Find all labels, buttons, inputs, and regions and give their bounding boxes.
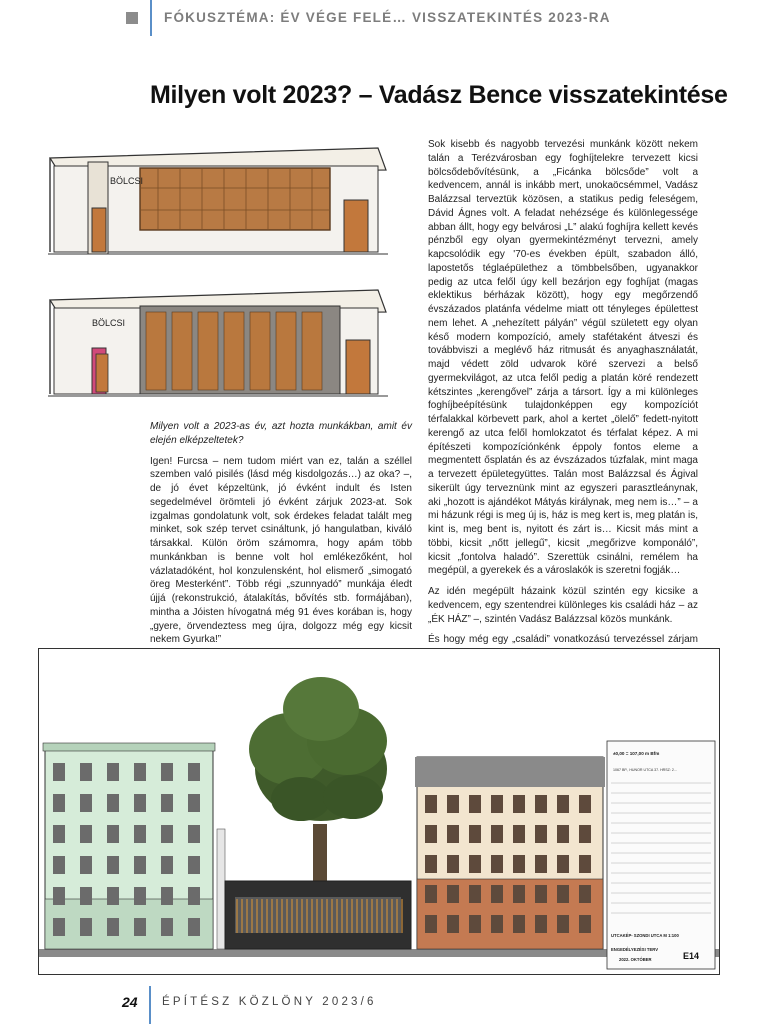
building-window	[535, 825, 547, 843]
building-window	[425, 825, 437, 843]
building-window	[107, 887, 119, 905]
building-window	[80, 825, 92, 843]
building-window	[425, 885, 437, 903]
building-window	[161, 918, 173, 936]
building-window	[557, 825, 569, 843]
sketch-sign-1: BÖLCSI	[110, 176, 144, 186]
section-heading: FÓKUSZTÉMA: ÉV VÉGE FELÉ… VISSZATEKINTÉS 2023-RA	[164, 10, 611, 25]
header-rule	[150, 0, 152, 36]
building-window	[513, 795, 525, 813]
street-elevation-drawing	[38, 648, 720, 975]
answer-paragraph-3: Az idén megépült házaink közül szintén egy kicsike a kedvencem, egy szentendrei különleges kis családi ház – az „ÉK HÁZ” –, szintén Vadász Balázzsal közös munkánk.	[428, 586, 698, 625]
building-window	[513, 915, 525, 933]
building-window	[134, 794, 146, 812]
building-window	[425, 795, 437, 813]
building-window	[161, 887, 173, 905]
magazine-name: ÉPÍTÉSZ KÖZLÖNY 2023/6	[162, 996, 377, 1008]
building-window	[491, 795, 503, 813]
building-window	[535, 855, 547, 873]
building-window	[557, 885, 569, 903]
building-window	[491, 825, 503, 843]
building-window	[161, 856, 173, 874]
answer-paragraph-2: Sok kisebb és nagyobb tervezési munkánk között nekem talán a Terézvárosban egy foghíjtelekre tervezett kicsi bölcsődebővítésünk, a „Ficánka bölcsőde” volt a kedvencem, annál is inkább mert, unokaöcsémmel, Vadász Balázzsal terveztük közösen, a statikus pedig feleségem, Dávid Ágnes volt. A feladat nehézsége és különlegessége abban állt, hogy egy belvárosi „L” alakú foghíjra kellett kevés pénzből egy olyan gyermekintézményt tervezni, amely kapcsolódik egy '70-es években épült, szabadon álló, lapostetős téglaépülethez a tömbbelsőben, ugyanakkor pedig az utca felől úgy kell bezárjon egy foghíjat (magas eklektikus bérházak között), hogy egy megőrzendő évszázados platánfa védelme miatt ott tényleges épülettest nem lehet. A „nehezített pályán” végül született egy olyan késő modern kompozíció, amely stafétaként átveszi és továbbviszi a meglévő ház ritmusát és anyaghasználatát, majd védett zöld udvarok köré szervezi a belső gyermekvilágot, az utca felől pedig a platán köré rendezett kétszintes „kerengővel” zárja a társort. Így a mi különleges foghíjbeépítésünk tulajdonképpen egy kompozíciót térfalakkal körbevett park, ahol a kertet „ölelő” fedett-nyitott kerengő az utca felől homlokzatot és térfalat képez. A mi építészeti kompozíciónkénk éppoly fontos eleme a megmentett ősplatán és az évszázados túzfalak, mint maga a tervezett épületegyüttes. Talán most Balázzsal és Ágival sikerült úgy terveznünk mint az egyszeri parasztleánynak, aki „hozott is ajándékot Mátyás királynak, meg nem is…” – a mi házunk régi is meg új is, ház is meg kert is, meg platán is, kint is, meg bent is, nyitott és zárt is… Kicsit más mint a többi, kicsit „nőtt jellegű”, kicsit „megőrizve komponáló”, kicsit „fontolva haladó”. Szerettük csinálni, remélem ha megépül, a gyerekek és a városlakók is szeretni fogják…	[428, 139, 698, 577]
right-apartment-building	[415, 757, 605, 949]
interview-question-1: Milyen volt a 2023-as év, azt hozta munkákban, amit év elején elképzeltetek?	[150, 421, 412, 446]
building-window	[80, 794, 92, 812]
building-window	[53, 856, 65, 874]
new-nursery-facade	[225, 881, 411, 949]
building-window	[447, 855, 459, 873]
sheet-number: E14	[683, 951, 700, 961]
building-window	[469, 855, 481, 873]
nursery-sketch-1	[48, 140, 388, 258]
article-right-column	[428, 138, 698, 682]
building-window	[447, 795, 459, 813]
building-window	[80, 856, 92, 874]
plane-tree	[249, 677, 387, 894]
building-window	[535, 915, 547, 933]
building-window	[579, 855, 591, 873]
building-window	[107, 825, 119, 843]
building-window	[491, 885, 503, 903]
building-window	[513, 825, 525, 843]
building-window	[447, 825, 459, 843]
building-window	[469, 825, 481, 843]
building-window	[535, 795, 547, 813]
section-marker	[126, 12, 138, 24]
building-window	[513, 855, 525, 873]
building-window	[469, 915, 481, 933]
building-window	[513, 885, 525, 903]
building-window	[188, 763, 200, 781]
building-window	[80, 763, 92, 781]
building-window	[188, 794, 200, 812]
building-window	[53, 887, 65, 905]
building-window	[161, 794, 173, 812]
building-window	[53, 918, 65, 936]
building-window	[447, 915, 459, 933]
building-window	[425, 855, 437, 873]
building-window	[579, 795, 591, 813]
plan-date: 2022. OKTÓBER	[619, 957, 652, 962]
answer-paragraph-1: Igen! Furcsa – nem tudom miért van ez, talán a széllel szemben való pisilés (lásd még kisdolgozás…) az oka? –, de jó évet képzeltünk, jó évként indult és Isten segedelmével örömteli jó évként zárjuk 2023-at. Sok izgalmas gondolatunk volt, sok érdekes feladat talált meg minket, sok szép tervet csináltunk, jó hangulatban, kiváló társakkal. Külön öröm számomra, hogy apám több munkánkban is benne volt hol emlékezőként, hol vázlatadóként, hol konzulensként, hol elismerő „simogató öreg Mesterként”. Több régi „szunnyadó” munkája éledt újjá (rekonstrukció, átalakítás, bővítés stb. formájában), mintha a Jóisten hívogatná még 91 éves korában is, hogy „gyere, örvendeztess meg újra, dolgozz még egy kicsit nekem Gyurka!”	[150, 455, 412, 646]
building-window	[53, 825, 65, 843]
nursery-sketch-2	[48, 282, 388, 400]
building-window	[579, 915, 591, 933]
page-number: 24	[122, 994, 138, 1010]
level-reference: ±0,00 = 107,00 m Bfm	[613, 751, 660, 756]
building-window	[53, 794, 65, 812]
building-window	[107, 794, 119, 812]
building-window	[447, 885, 459, 903]
building-window	[134, 887, 146, 905]
building-window	[161, 763, 173, 781]
building-window	[80, 918, 92, 936]
footer-rule	[149, 986, 151, 1024]
street-view-label: UTCAKÉP- SZONDI UTCA M 1:100	[611, 933, 679, 938]
building-window	[469, 885, 481, 903]
building-window	[188, 918, 200, 936]
building-window	[161, 825, 173, 843]
building-window	[107, 763, 119, 781]
building-window	[188, 825, 200, 843]
article-title: Milyen volt 2023? – Vadász Bence visszatekintése	[150, 80, 728, 109]
building-window	[107, 918, 119, 936]
building-window	[188, 887, 200, 905]
building-window	[134, 763, 146, 781]
building-window	[535, 885, 547, 903]
answer-paragraph-4: És hogy még egy „családi” vonatkozású tervezéssel zárjam a sort: a legjobban várt és hamarosan induló munkánk az apám	[428, 634, 698, 673]
building-window	[469, 795, 481, 813]
building-window	[134, 918, 146, 936]
site-address: 1067 BP., HUNOR UTCA 37. HRSZ: 2...	[613, 768, 677, 772]
building-window	[491, 915, 503, 933]
building-window	[107, 856, 119, 874]
sketch-sign-2: BÖLCSI	[92, 318, 126, 328]
building-window	[134, 825, 146, 843]
building-window	[188, 856, 200, 874]
plan-type: ENGEDÉLYEZÉSI TERV	[611, 947, 659, 952]
building-window	[134, 856, 146, 874]
building-window	[579, 825, 591, 843]
interview-question-2: Melyik volt az év legkedvesebb tervezési munkája? Mutassátok be az épületet!	[150, 655, 412, 680]
building-window	[579, 885, 591, 903]
building-window	[425, 915, 437, 933]
building-window	[557, 915, 569, 933]
building-window	[557, 795, 569, 813]
building-window	[491, 855, 503, 873]
building-window	[80, 887, 92, 905]
building-window	[557, 855, 569, 873]
building-window	[53, 763, 65, 781]
